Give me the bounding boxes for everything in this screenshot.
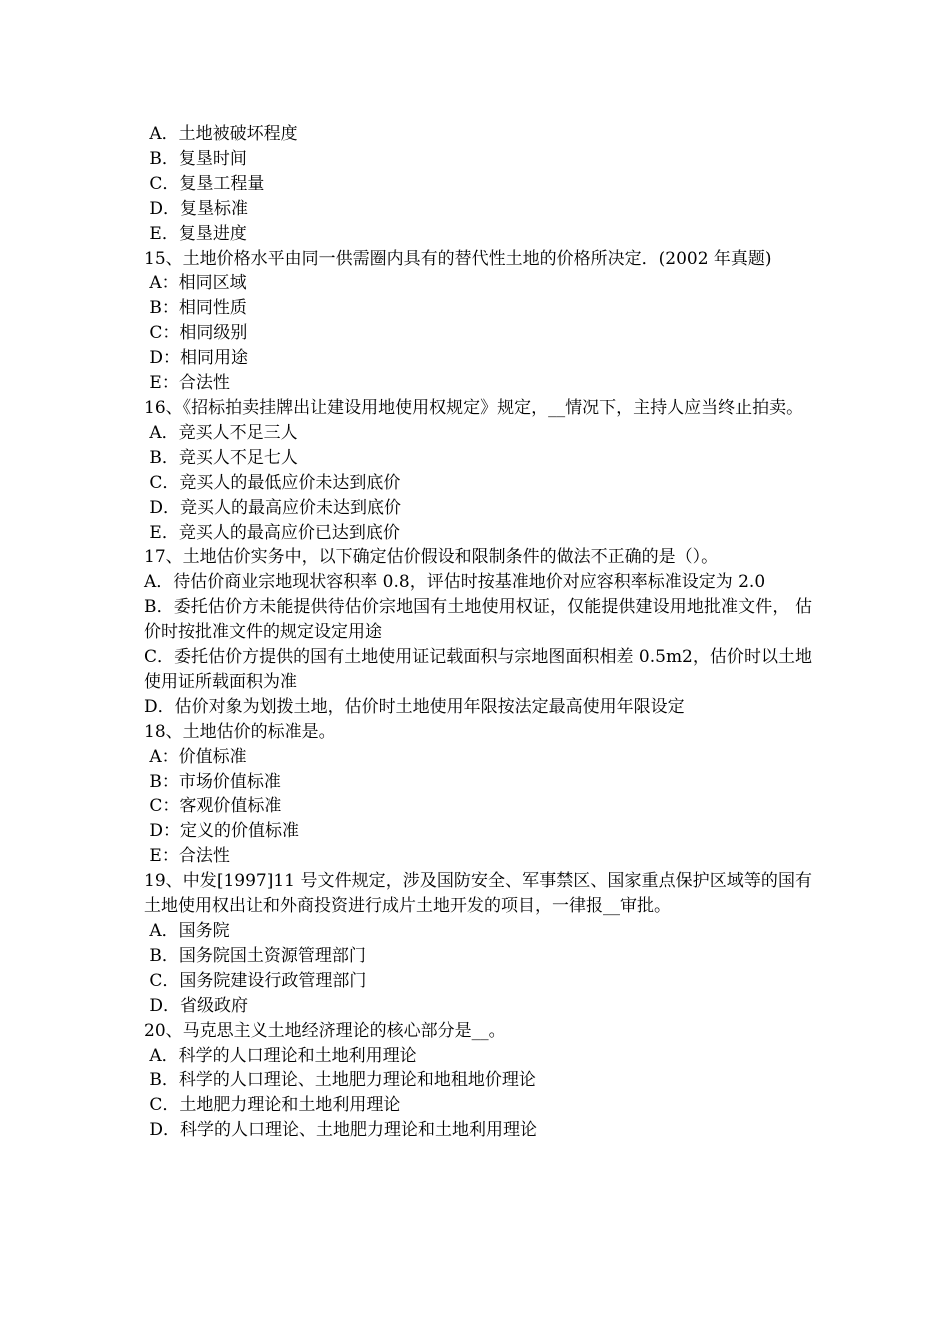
question-19: 19、中发[1997]11 号文件规定，涉及国防安全、军事禁区、国家重点保护区域等的国有土地使用权出让和外商投资进行成片土地开发的项目，一律报__审批。 [144, 871, 812, 917]
option-line: E：合法性 [144, 846, 230, 867]
option-line: B．科学的人口理论、土地肥力理论和地租地价理论 [144, 1070, 536, 1091]
option-line: C．土地肥力理论和土地利用理论 [144, 1095, 401, 1116]
option-line: C．复垦工程量 [144, 173, 265, 194]
option-line: D．竞买人的最高应价未达到底价 [144, 497, 402, 518]
option-line: C．委托估价方提供的国有土地使用证记载面积与宗地图面积相差 0.5m2，估价时以土地使用证所载面积为准 [144, 647, 812, 692]
option-line: D．复垦标准 [144, 198, 249, 219]
option-line: C：客观价值标准 [144, 796, 282, 817]
option-line: B：相同性质 [144, 298, 247, 319]
question-16: 16、《招标拍卖挂牌出让建设用地使用权规定》规定，__情况下，主持人应当终止拍卖。 [144, 397, 804, 418]
option-line: A：价值标准 [144, 746, 247, 767]
option-line: B．委托估价方未能提供待估价宗地国有土地使用权证，仅能提供建设用地批准文件， 估价时按批准文件的规定设定用途 [144, 597, 812, 643]
option-line: C．竞买人的最低应价未达到底价 [144, 472, 401, 493]
option-line: B．复垦时间 [144, 148, 247, 169]
option-line: A．国务院 [144, 921, 230, 941]
question-20: 20、马克思主义土地经济理论的核心部分是__。 [144, 1020, 506, 1041]
option-line: C：相同级别 [144, 323, 248, 344]
option-line: A．科学的人口理论和土地利用理论 [144, 1045, 417, 1066]
option-line: D．省级政府 [144, 995, 249, 1016]
option-line: E：合法性 [144, 373, 230, 394]
option-line: E．复垦进度 [144, 223, 247, 244]
option-line: C．国务院建设行政管理部门 [144, 970, 367, 991]
option-line: B：市场价值标准 [144, 771, 281, 792]
option-line: D：定义的价值标准 [144, 821, 300, 842]
option-line: D：相同用途 [144, 348, 249, 369]
question-18: 18、土地估价的标准是。 [144, 721, 336, 742]
option-line: B．竞买人不足七人 [144, 447, 298, 468]
question-15: 15、土地价格水平由同一供需圈内具有的替代性土地的价格所决定．(2002 年真题) [144, 248, 772, 269]
option-line: A：相同区域 [144, 273, 247, 294]
option-line: B．国务院国土资源管理部门 [144, 945, 366, 966]
option-line: A．土地被破坏程度 [144, 124, 298, 144]
option-line: D．科学的人口理论、土地肥力理论和土地利用理论 [144, 1120, 538, 1141]
option-line: E．竞买人的最高应价已达到底价 [144, 522, 400, 543]
option-line: A．竞买人不足三人 [144, 422, 298, 443]
question-17: 17、土地估价实务中，以下确定估价假设和限制条件的做法不正确的是（）。 [144, 547, 719, 568]
option-line: D．估价对象为划拨土地，估价时土地使用年限按法定最高使用年限设定 [144, 696, 685, 717]
option-line: A．待估价商业宗地现状容积率 0.8，评估时按基准地价对应容积率标准设定为 2.0 [144, 572, 766, 593]
document-page [144, 122, 812, 1143]
